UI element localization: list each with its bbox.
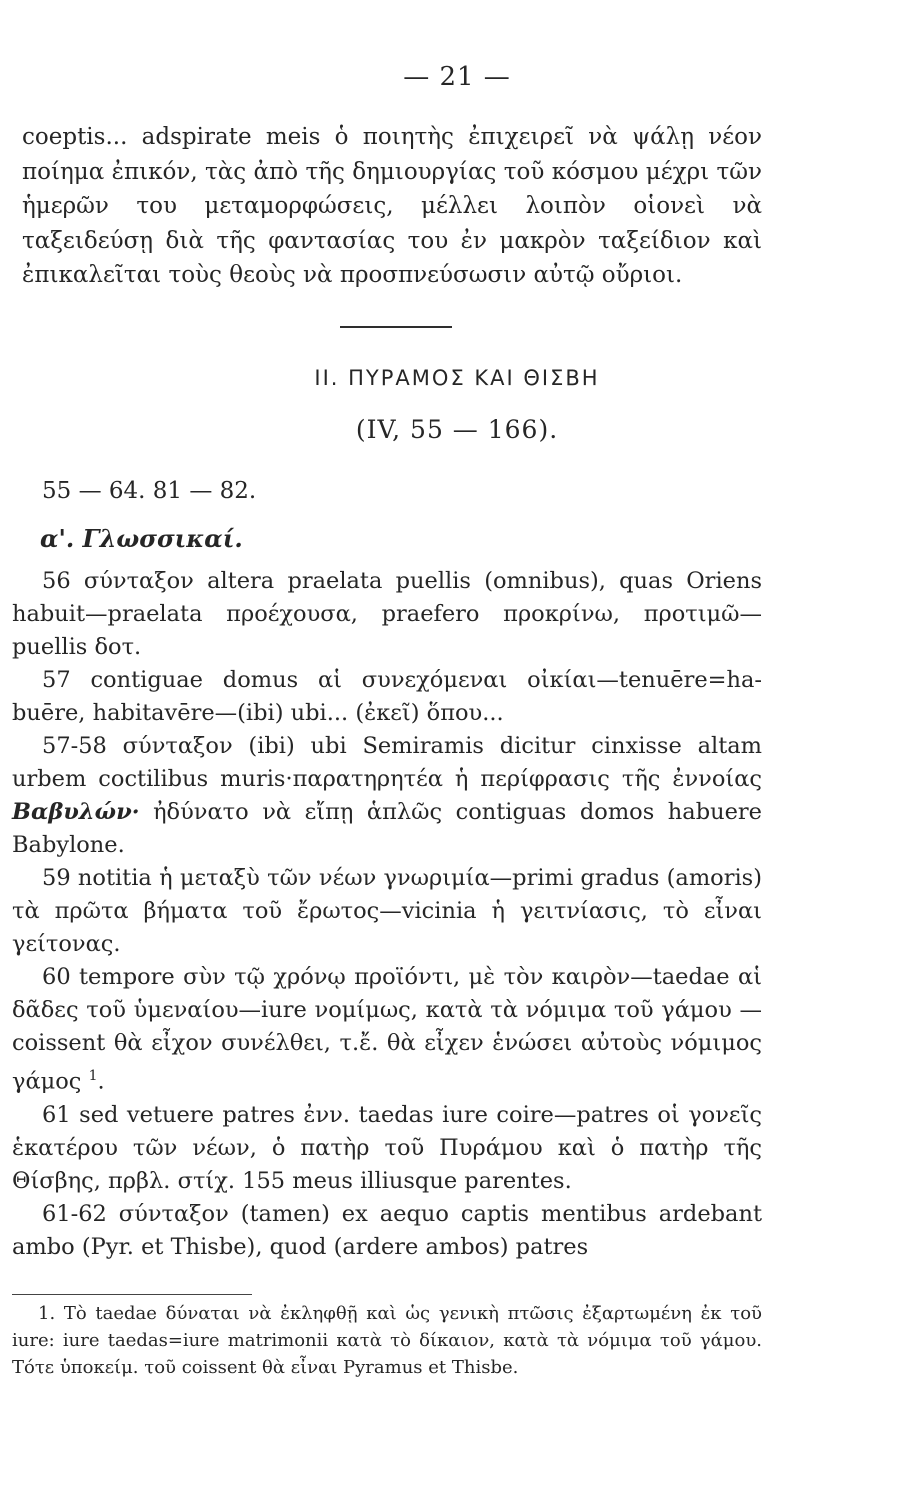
note-57-58-emphasis: Βαβυλών· — [12, 799, 140, 825]
note-57-58 — [12, 730, 762, 862]
note-56: 56 σύνταξον altera praelata puellis (omnibus), quas Oriens habuit—praelata προέχουσα, praefero προκρίνω, προτιμῶ—puellis δοτ. — [12, 568, 762, 660]
note-61-62: 61-62 σύνταξον (tamen) ex aequo captis mentibus ardebant ambo (Pyr. et Thisbe), quod (ardere ambos) patres — [12, 1200, 762, 1260]
section-divider — [340, 326, 452, 328]
section-reference: (IV, 55 — 166). — [355, 415, 559, 444]
note-59: 59 notitia ἡ μεταξὺ τῶν νέων γνωριμία—primi gradus (amoris) τὰ πρῶτα βήματα τοῦ ἔρωτος—vicinia ἡ γειτνίασις, τὸ εἶναι γείτονας. — [12, 865, 762, 957]
subheading: α'. Γλωσσικαί. — [40, 524, 243, 553]
footnote-text: 1. Τὸ taedae δύναται νὰ ἐκληφθῇ καὶ ὡς γενικὴ πτῶσις ἐξαρτωμένη ἐκ τοῦ iure: iure taedas=iure matrimonii κατὰ τὸ δίκαιον, κατὰ τὰ νόμιμα τοῦ γάμου. Τότε ὑποκείμ. τοῦ coissent θὰ εἶναι Pyramus et Thisbe. — [12, 1303, 762, 1378]
note-57-58-tail: ἠδύνατο νὰ εἴπῃ ἁπλῶς contiguas domos habuere Babylone. — [12, 799, 762, 858]
note-60-text: 60 tempore σὺν τῷ χρόνῳ προϊόντι, μὲ τὸν καιρὸν—taedae αἱ δᾶδες τοῦ ὑμεναίου—iure νομίμως, κατὰ τὰ νόμιμα τοῦ γάμου —coissent θὰ εἶχον συνέλθει, τ.ἔ. θὰ εἶχεν ἑνώσει αὐτοὺς νόμιμος γάμος — [12, 964, 762, 1095]
note-60 — [12, 961, 762, 1099]
footnote-marker: 1 — [88, 1068, 98, 1084]
note-57-58-text: 57-58 σύνταξον (ibi) ubi Semiramis dicitur cinxisse altam urbem coctilibus muris·παρατηρητέα ἡ περίφρασις τῆς ἐννοίας — [12, 733, 762, 792]
footnote — [12, 1300, 762, 1381]
footnote-rule — [12, 1294, 252, 1295]
page-number: — 21 — — [403, 62, 511, 92]
line-range: 55 — 64. 81 — 82. — [42, 478, 257, 504]
intro-text: coeptis... adspirate meis ὁ ποιητὴς ἐπιχειρεῖ νὰ ψάλῃ νέον ποίημα ἐπικόν, τὰς ἀπὸ τῆς δημιουργίας τοῦ κόσμου μέχρι τῶν ἡμερῶν του μεταμορφώσεις, μέλλει λοιπὸν οἱονεὶ νὰ ταξειδεύσῃ διὰ τῆς φαντασίας του ἐν μακρὸν ταξείδιον καὶ ἐπικαλεῖται τοὺς θεοὺς νὰ προσπνεύσωσιν αὐτῷ οὔριοι. — [22, 124, 762, 288]
intro-paragraph — [22, 120, 762, 293]
note-60-end: . — [97, 1068, 105, 1095]
note-61: 61 sed vetuere patres ἐνν. taedas iure coire—patres οἱ γονεῖς ἑκατέρου τῶν νέων, ὁ πατὴρ τοῦ Πυράμου καὶ ὁ πατὴρ τῆς Θίσβης, πρβλ. στίχ. 155 meus illiusque parentes. — [12, 1101, 762, 1194]
section-title: II. ΠΥΡΑΜΟΣ ΚΑΙ ΘΙΣΒΗ — [314, 366, 600, 390]
commentary-notes — [12, 565, 762, 1264]
note-57: 57 contiguae domus αἱ συνεχόμεναι οἰκίαι—tenuēre=ha-buēre, habitavēre—(ibi) ubi... (ἐκεῖ) ὅπου... — [12, 667, 762, 726]
